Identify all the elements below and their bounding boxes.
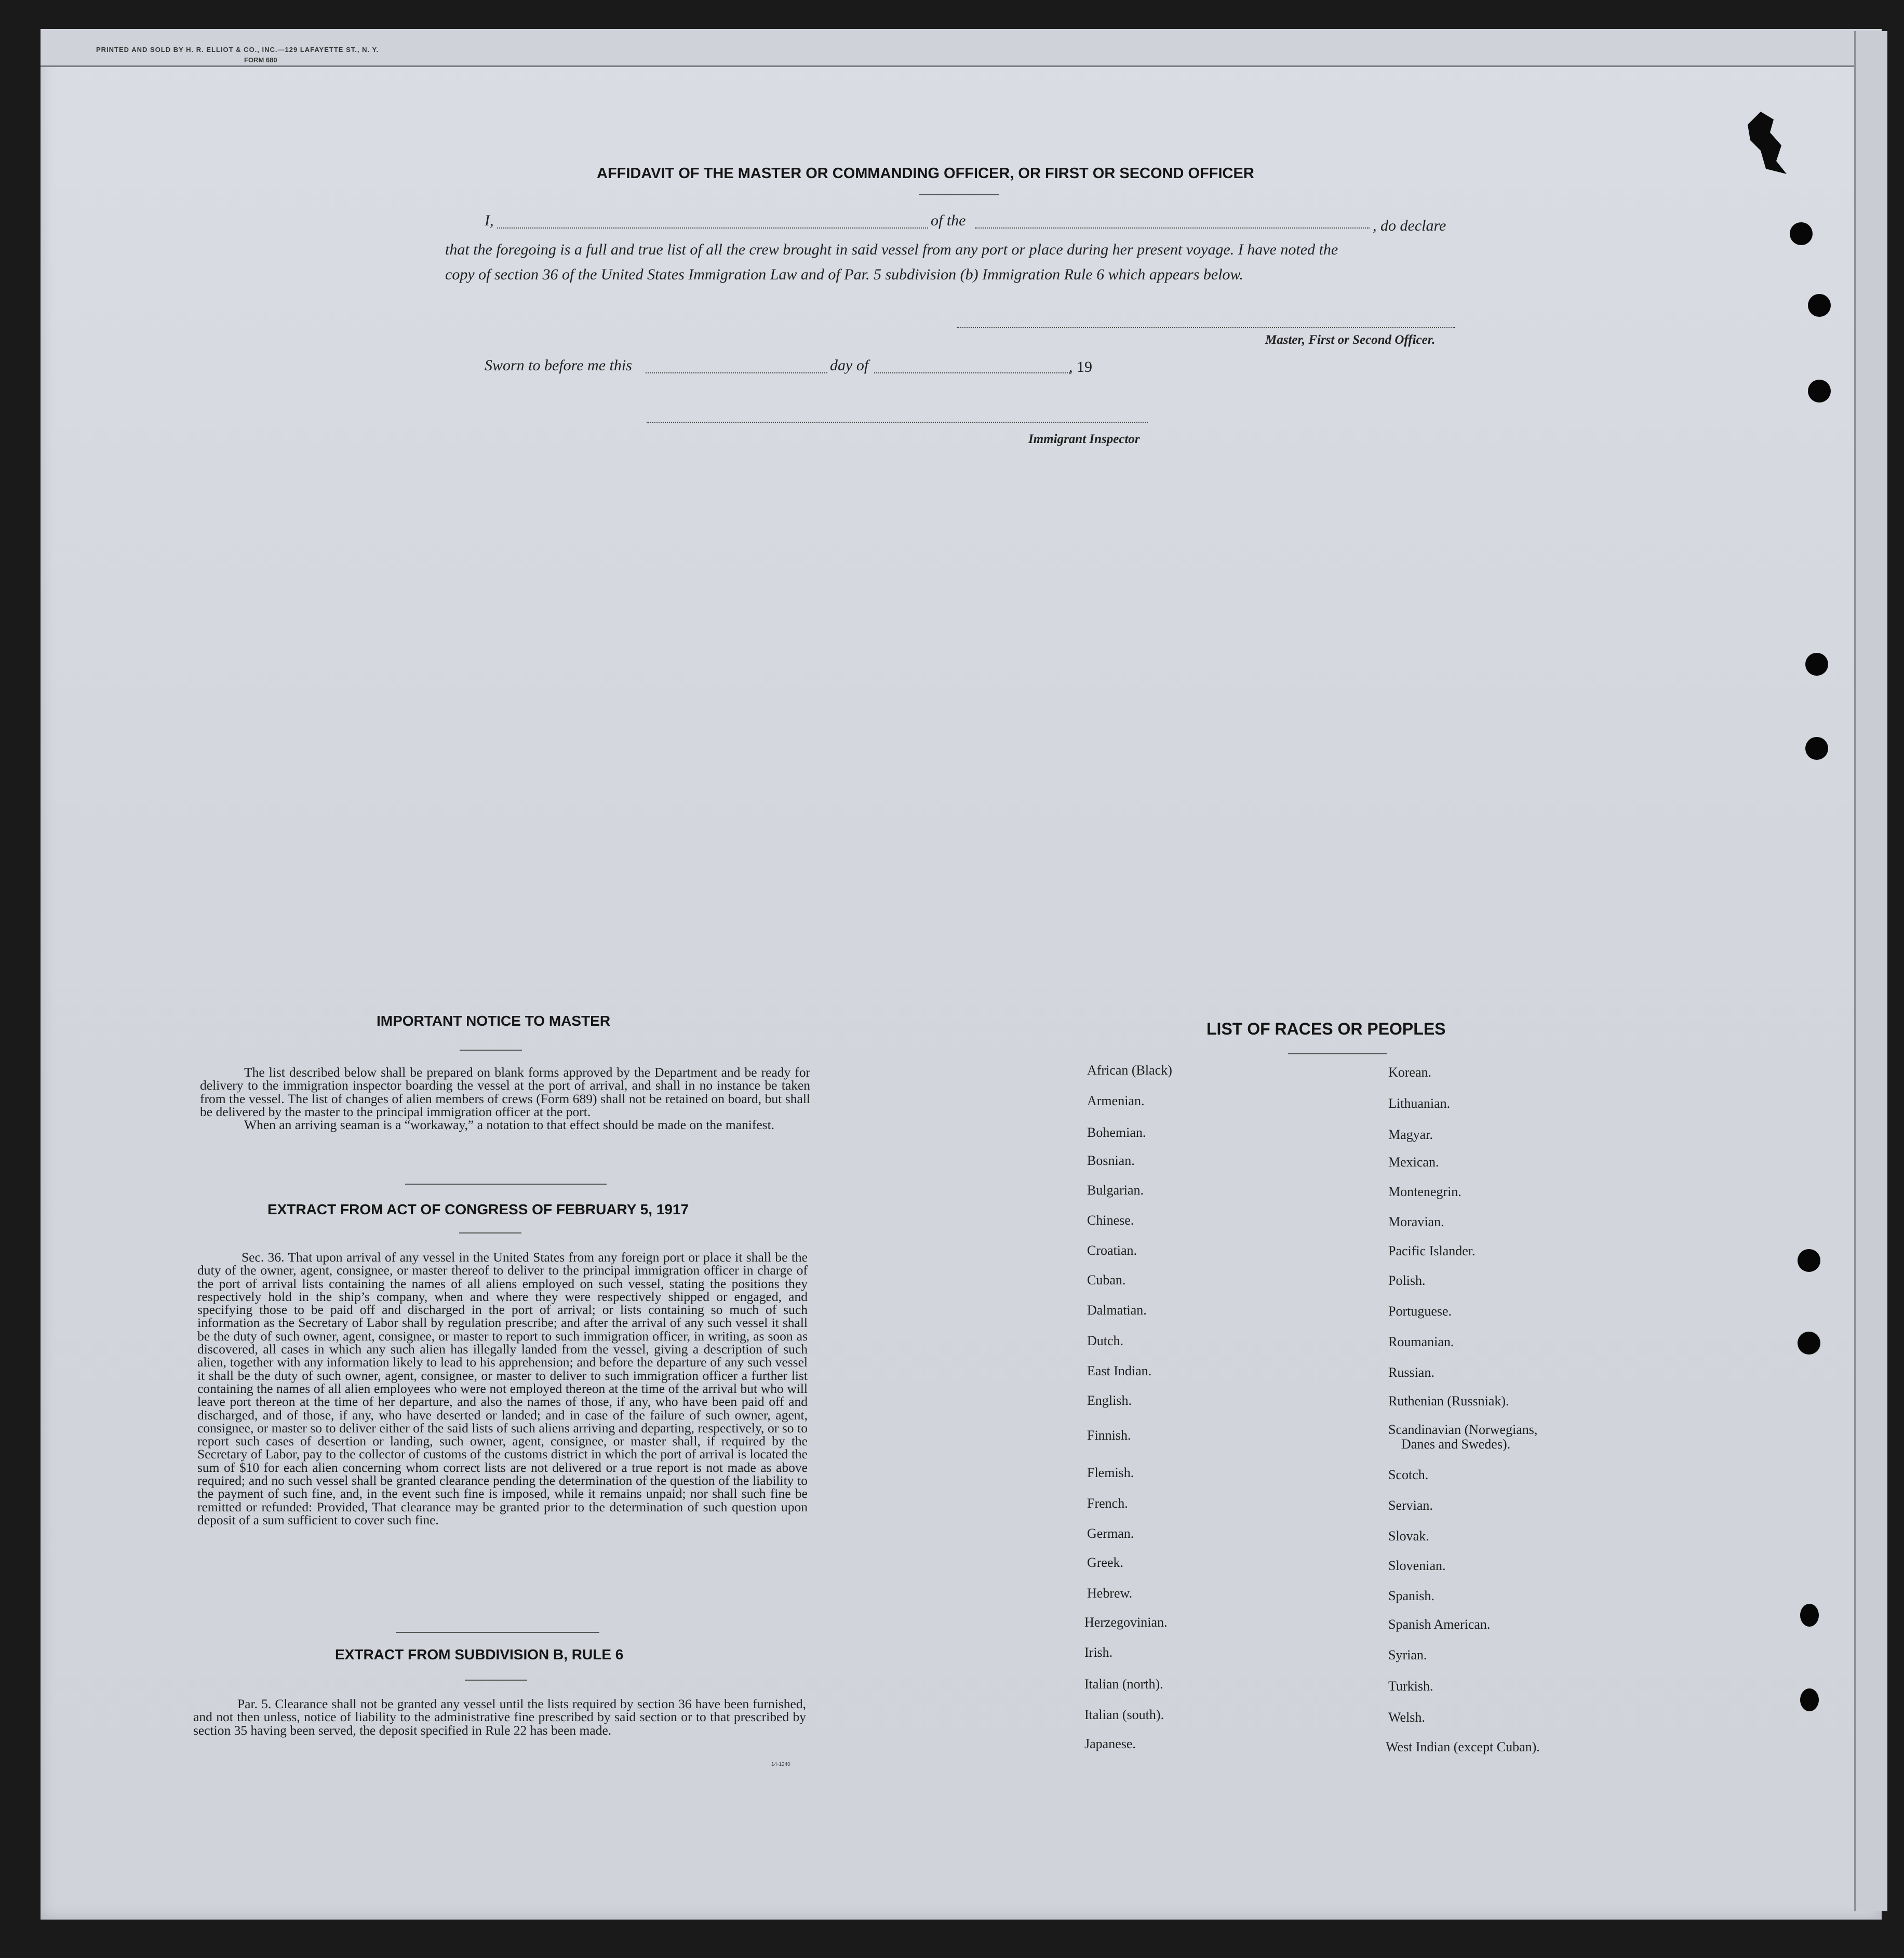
extract-act-title-rule <box>459 1232 521 1233</box>
extract-rule-title: EXTRACT FROM SUBDIVISION B, RULE 6 <box>335 1646 624 1662</box>
notice-title: IMPORTANT NOTICE TO MASTER <box>377 1013 611 1029</box>
race-item: Korean. <box>1388 1065 1432 1080</box>
sworn-day-field <box>646 372 827 373</box>
sworn-text: Sworn to before me this <box>485 357 632 374</box>
punch-hole <box>1800 1604 1819 1627</box>
race-item: Magyar. <box>1388 1127 1433 1142</box>
race-item: Danes and Swedes). <box>1401 1437 1511 1452</box>
race-item: Lithuanian. <box>1388 1096 1451 1111</box>
section-divider <box>396 1632 599 1633</box>
right-edge-strip <box>1854 31 1887 1911</box>
race-item: Pacific Islander. <box>1388 1243 1476 1258</box>
notice-text <box>200 1066 810 1131</box>
year-text: , 19 <box>1069 358 1092 375</box>
race-item: Cuban. <box>1087 1272 1126 1288</box>
affidavit-line-2: that the foregoing is a full and true list of all the crew brought in said vessel from any port or place during her present voyage. I have noted the <box>445 241 1338 258</box>
extract-act-text <box>197 1251 808 1526</box>
race-item: Hebrew. <box>1087 1586 1133 1601</box>
race-item: Montenegrin. <box>1388 1184 1461 1199</box>
races-title: LIST OF RACES OR PEOPLES <box>1206 1020 1446 1038</box>
notice-title-rule <box>460 1050 522 1051</box>
extract-act-title: EXTRACT FROM ACT OF CONGRESS OF FEBRUARY 5, 1917 <box>267 1201 689 1217</box>
race-item: Bulgarian. <box>1087 1183 1144 1198</box>
race-item: Mexican. <box>1388 1155 1439 1170</box>
affidavit-title: AFFIDAVIT OF THE MASTER OR COMMANDING OFFICER, OR FIRST OR SECOND OFFICER <box>597 165 1254 182</box>
race-item: Flemish. <box>1087 1465 1134 1480</box>
punch-hole <box>1790 222 1813 245</box>
race-item: Slovenian. <box>1388 1558 1446 1573</box>
print-code: 14-1240 <box>771 1762 790 1767</box>
race-item: Italian (north). <box>1084 1677 1163 1692</box>
race-item: Syrian. <box>1388 1647 1427 1662</box>
punch-hole <box>1808 380 1831 403</box>
notice-paragraph-1: The list described below shall be prepared on blank forms approved by the Department and be ready for delivery to the immigration inspector boarding the vessel at the port of arrival, and shall in no instance be taken from the vessel. The list of changes of alien members of crews (Form 689) shall not be retained on board, but shall be delivered by the master to the principal immigration officer at the port. <box>200 1065 810 1119</box>
race-item: Slovak. <box>1388 1528 1429 1544</box>
race-item: Servian. <box>1388 1498 1433 1513</box>
race-item: Japanese. <box>1084 1736 1136 1751</box>
race-item: Dalmatian. <box>1087 1303 1147 1318</box>
race-item: Irish. <box>1084 1645 1113 1660</box>
day-of-text: day of <box>830 357 869 374</box>
notice-paragraph-2: When an arriving seaman is a “workaway,” a notation to that effect should be made on the manifest. <box>244 1117 775 1133</box>
affidavit-of-the: of the <box>931 212 966 229</box>
races-title-rule <box>1288 1053 1387 1054</box>
race-item: Dutch. <box>1087 1333 1124 1348</box>
race-item: Bohemian. <box>1087 1125 1146 1140</box>
race-item: Scandinavian (Norwegians, <box>1388 1422 1538 1437</box>
sworn-month-field <box>874 372 1071 373</box>
race-item: Greek. <box>1087 1555 1124 1570</box>
race-item: Finnish. <box>1087 1428 1131 1443</box>
race-item: Spanish American. <box>1388 1617 1491 1632</box>
affidavit-i: I, <box>485 212 494 229</box>
race-item: Portuguese. <box>1388 1304 1452 1319</box>
master-name-field <box>497 227 928 229</box>
race-item: German. <box>1087 1526 1134 1541</box>
punch-hole <box>1805 737 1828 760</box>
extract-rule-title-rule <box>465 1680 527 1681</box>
punch-hole <box>1798 1249 1820 1272</box>
punch-hole <box>1800 1688 1819 1711</box>
race-item: Welsh. <box>1388 1710 1425 1725</box>
race-item: Chinese. <box>1087 1213 1134 1228</box>
race-item: Moravian. <box>1388 1214 1444 1229</box>
race-item: Bosnian. <box>1087 1153 1135 1168</box>
master-signature-label: Master, First or Second Officer. <box>1265 333 1436 347</box>
inspector-label: Immigrant Inspector <box>1028 432 1140 446</box>
race-item: English. <box>1087 1393 1132 1408</box>
punch-hole <box>1808 294 1831 317</box>
printer-imprint: PRINTED AND SOLD BY H. R. ELLIOT & CO., INC.—129 LAFAYETTE ST., N. Y. <box>96 46 379 53</box>
race-item: West Indian (except Cuban). <box>1386 1739 1540 1754</box>
punch-hole <box>1798 1332 1820 1354</box>
race-item: Armenian. <box>1087 1093 1145 1108</box>
extract-rule-text <box>193 1697 806 1737</box>
race-item: French. <box>1087 1496 1128 1511</box>
rule-6-text: Par. 5. Clearance shall not be granted any vessel until the lists required by section 36 have been furnished, and not then unless, notice of liability to the administrative fine prescribed by said section or to that prescribed by section 35 having been served, the deposit specified in Rule 22 has been made. <box>193 1696 806 1738</box>
vessel-name-field <box>975 227 1370 229</box>
form-number: FORM 680 <box>244 56 277 64</box>
inspector-signature-line <box>647 422 1148 423</box>
affidavit-title-rule <box>919 194 999 195</box>
punch-hole <box>1805 653 1828 676</box>
torn-corner-mark <box>1745 109 1792 177</box>
race-item: Scotch. <box>1388 1467 1429 1482</box>
race-item: African (Black) <box>1087 1063 1172 1078</box>
race-item: Spanish. <box>1388 1588 1434 1603</box>
race-item: Roumanian. <box>1388 1334 1454 1349</box>
race-item: Ruthenian (Russniak). <box>1388 1393 1509 1409</box>
affidavit-declare: , do declare <box>1373 217 1446 234</box>
race-item: Turkish. <box>1388 1679 1433 1694</box>
document-page <box>41 29 1882 1920</box>
race-item: East Indian. <box>1087 1363 1152 1378</box>
race-item: Croatian. <box>1087 1243 1137 1258</box>
section-36-text: Sec. 36. That upon arrival of any vessel in the United States from any foreign port or place it shall be the duty of the owner, agent, consignee, or master thereof to deliver to the principal immigration officer in charge of the port of arrival lists containing the names of all aliens employed on such vessel, stating the positions they respectively hold in the ship’s company, when and where they were respectively shipped or engaged, and specifying those to be paid off and discharged in the port of arrival; or lists containing so much of such information as the Secretary of Labor shall by regulation prescribe; and after the arrival of any such vessel it shall be the duty of such owner, agent, consignee, or master to report to such immigration officer, in writing, as soon as discovered, all cases in which any such alien has illegally landed from the vessel, giving a description of such alien, together with any information likely to lead to his apprehension; and before the departure of any such vessel it shall be the duty of such owner, agent, consignee, or master to deliver to such immigration officer a further list containing the names of all alien employees who were not employed thereon at the time of the arrival but who will leave port thereon at the time of her departure, and also the names of those, if any, who have been paid off and discharged, and of those, if any, who have deserted or landed; and in case of the failure of such owner, agent, consignee, or master so to deliver either of the said lists of such aliens arriving and departing, respectively, or so to report such cases of desertion or landing, such owner, agent, consignee, or master shall, if required by the Secretary of Labor, pay to the collector of customs of the customs district in which the port of arrival is located the sum of $10 for each alien concerning whom correct lists are not delivered or a true report is not made as above required; and no such vessel shall be granted clearance pending the determination of the question of the liability to the payment of such fine, and, in the event such fine is imposed, while it remains unpaid; nor shall such fine be remitted or refunded: Provided, That clearance may be granted prior to the determination of such question upon deposit of a sum sufficient to cover such fine. <box>197 1250 808 1527</box>
section-divider <box>405 1184 607 1185</box>
race-item: Herzegovinian. <box>1084 1615 1168 1630</box>
master-signature-line <box>957 327 1455 328</box>
affidavit-line-3: copy of section 36 of the United States Immigration Law and of Par. 5 subdivision (b) Immigration Rule 6 which appears below. <box>445 266 1243 283</box>
race-item: Russian. <box>1388 1365 1434 1380</box>
race-item: Polish. <box>1388 1273 1426 1288</box>
race-item: Italian (south). <box>1084 1707 1164 1722</box>
